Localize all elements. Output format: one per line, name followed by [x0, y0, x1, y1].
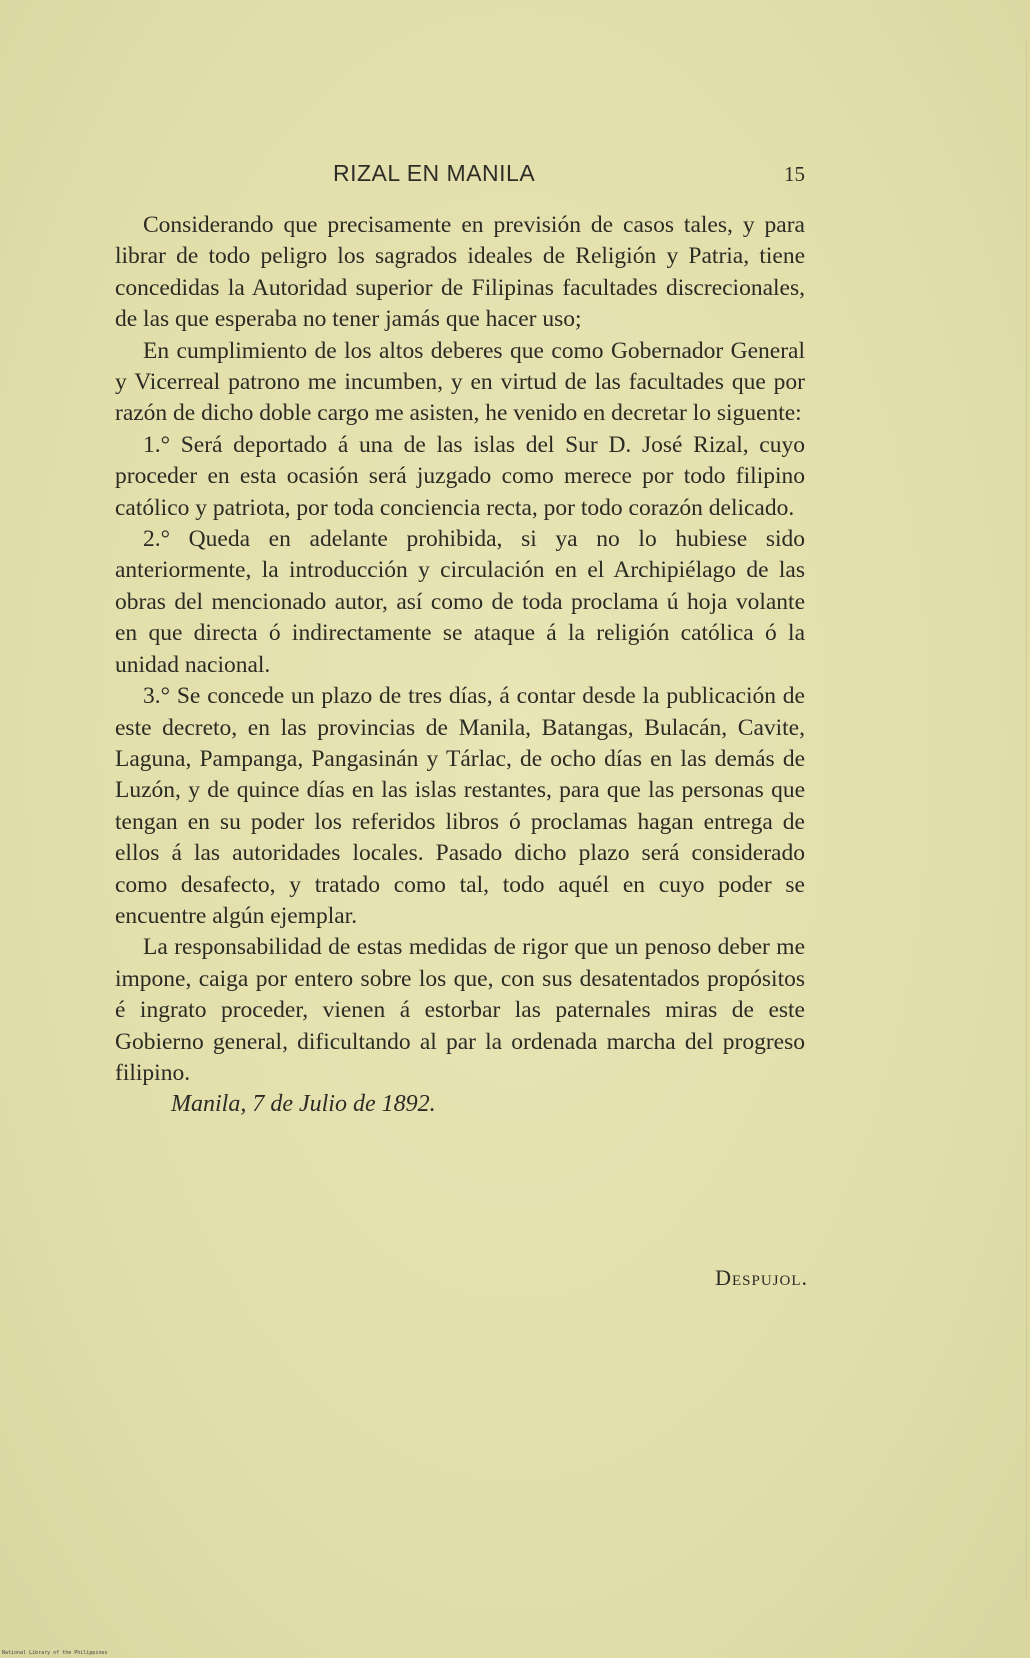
body-text: [115, 210, 805, 1121]
paragraph-responsabilidad: La responsabilidad de estas medidas de rigor que un penoso deber me impone, caiga por entero sobre los que, con sus desatentados propósitos é ingrato proceder, vienen á estorbar las paternales miras de este Gobierno general, dificultando al par la ordenada marcha del progreso filipino.: [115, 934, 805, 1086]
page-number: 15: [784, 162, 805, 186]
paragraph-article-3: 3.° Se concede un plazo de tres días, á contar desde la publicación de este decreto, en las provincias de Manila, Batangas, Bulacán, Cavite, Laguna, Pampanga, Pangasinán y Tárlac, de ocho días en las demás de Luzón, y de quince días en las islas restantes, para que las personas que tengan en su poder los referidos libros ó proclamas hagan entrega de ellos á las autoridades locales. Pasado dicho plazo será considerado como desafecto, y tratado como tal, todo aquél en cuyo poder se encuentre algún ejemplar.: [115, 683, 805, 929]
dateline: Manila, 7 de Julio de 1892.: [171, 1091, 436, 1118]
footer-credit: National Library of the Philippines: [2, 1650, 108, 1656]
paragraph-article-2: 2.° Queda en adelante prohibida, si ya no lo hubiese sido anteriormente, la introducción y circulación en el Archipiélago de las obras del mencionado autor, así como de toda proclama ú hoja volante en que directa ó indirectamente se ataque á la religión católica ó la unidad nacional.: [115, 526, 805, 678]
running-title: RIZAL EN MANILA: [333, 160, 536, 186]
signature: Despujol.: [715, 1265, 808, 1290]
paragraph-article-1: 1.° Será deportado á una de las islas del Sur D. José Rizal, cuyo proceder en esta ocasión será juzgado como merece por todo filipino católico y patriota, por toda conciencia recta, por todo corazón delicado.: [115, 431, 805, 521]
running-head: [115, 160, 805, 190]
paragraph-considerando: Considerando que precisamente en previsión de casos tales, y para librar de todo peligro los sagrados ideales de Religión y Patria, tiene concedidas la Autoridad superior de Filipinas facultades discrecionales, de las que esperaba no tener jamás que hacer uso;: [115, 212, 805, 333]
paragraph-cumplimiento: En cumplimiento de los altos deberes que como Gobernador General y Vicerreal patrono me incumben, y en virtud de las facultades que por razón de dicho doble cargo me asisten, he venido en decretar lo siguente:: [115, 337, 805, 427]
page-edge-shadow: [1026, 40, 1027, 1600]
